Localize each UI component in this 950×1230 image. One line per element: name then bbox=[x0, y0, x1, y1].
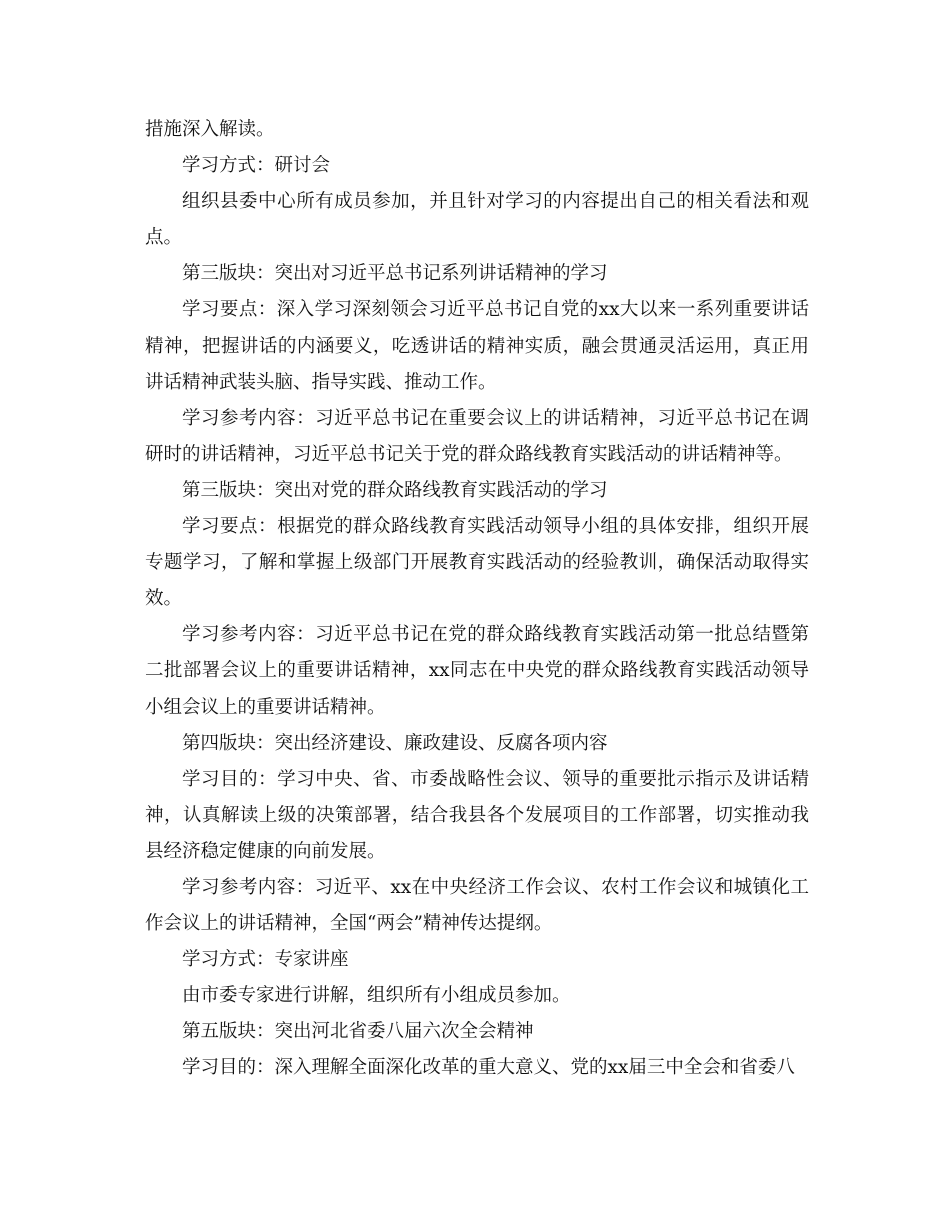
paragraph-study-method: 学习方式：研讨会 bbox=[182, 155, 331, 177]
section-heading-block-four: 第四版块：突出经济建设、廉政建设、反腐各项内容 bbox=[182, 732, 608, 754]
paragraph-study-points: 学习要点：深入学习深刻领会习近平总书记自党的xx大以来一系列重要讲话精神，把握讲话的内涵要义，吃透讲话的精神实质，融会贯通灵活运用，真正用讲话精神武装头脑、指导实践、推动工作。 bbox=[145, 299, 809, 393]
paragraph-continuation: 措施深入解读。 bbox=[145, 119, 275, 140]
paragraph-reference-content: 学习参考内容：习近平、xx在中央经济工作会议、农村工作会议和城镇化工作会议上的讲话精神，全国“两会”精神传达提纲。 bbox=[145, 876, 809, 935]
section-heading-block-five: 第五版块：突出河北省委八届六次全会精神 bbox=[182, 1021, 534, 1043]
paragraph-study-purpose: 学习目的：学习中央、省、市委战略性会议、领导的重要批示指示及讲话精神，认真解读上级的决策部署，结合我县各个发展项目的工作部署，切实推动我县经济稳定健康的向前发展。 bbox=[145, 768, 809, 862]
section-heading-block-three-mass-line: 第三版块：突出对党的群众路线教育实践活动的学习 bbox=[182, 479, 608, 501]
paragraph-study-points: 学习要点：根据党的群众路线教育实践活动领导小组的具体安排，组织开展专题学习，了解和掌握上级部门开展教育实践活动的经验教训，确保活动取得实效。 bbox=[145, 516, 809, 610]
paragraph-study-purpose: 学习目的：深入理解全面深化改革的重大意义、党的xx届三中全会和省委八 bbox=[182, 1057, 795, 1079]
document-body bbox=[145, 112, 809, 1087]
section-heading-block-three-speeches: 第三版块：突出对习近平总书记系列讲话精神的学习 bbox=[182, 263, 608, 285]
paragraph-study-method: 学习方式：专家讲座 bbox=[182, 949, 349, 971]
paragraph-reference-content: 学习参考内容：习近平总书记在党的群众路线教育实践活动第一批总结暨第二批部署会议上的重要讲话精神，xx同志在中央党的群众路线教育实践活动领导小组会议上的重要讲话精神。 bbox=[145, 624, 809, 718]
paragraph-organize-members: 组织县委中心所有成员参加，并且针对学习的内容提出自己的相关看法和观点。 bbox=[145, 191, 809, 249]
paragraph-reference-content: 学习参考内容：习近平总书记在重要会议上的讲话精神，习近平总书记在调研时的讲话精神，习近平总书记关于党的群众路线教育实践活动的讲话精神等。 bbox=[145, 407, 809, 465]
paragraph-expert-lecture: 由市委专家进行讲解，组织所有小组成员参加。 bbox=[182, 985, 571, 1007]
